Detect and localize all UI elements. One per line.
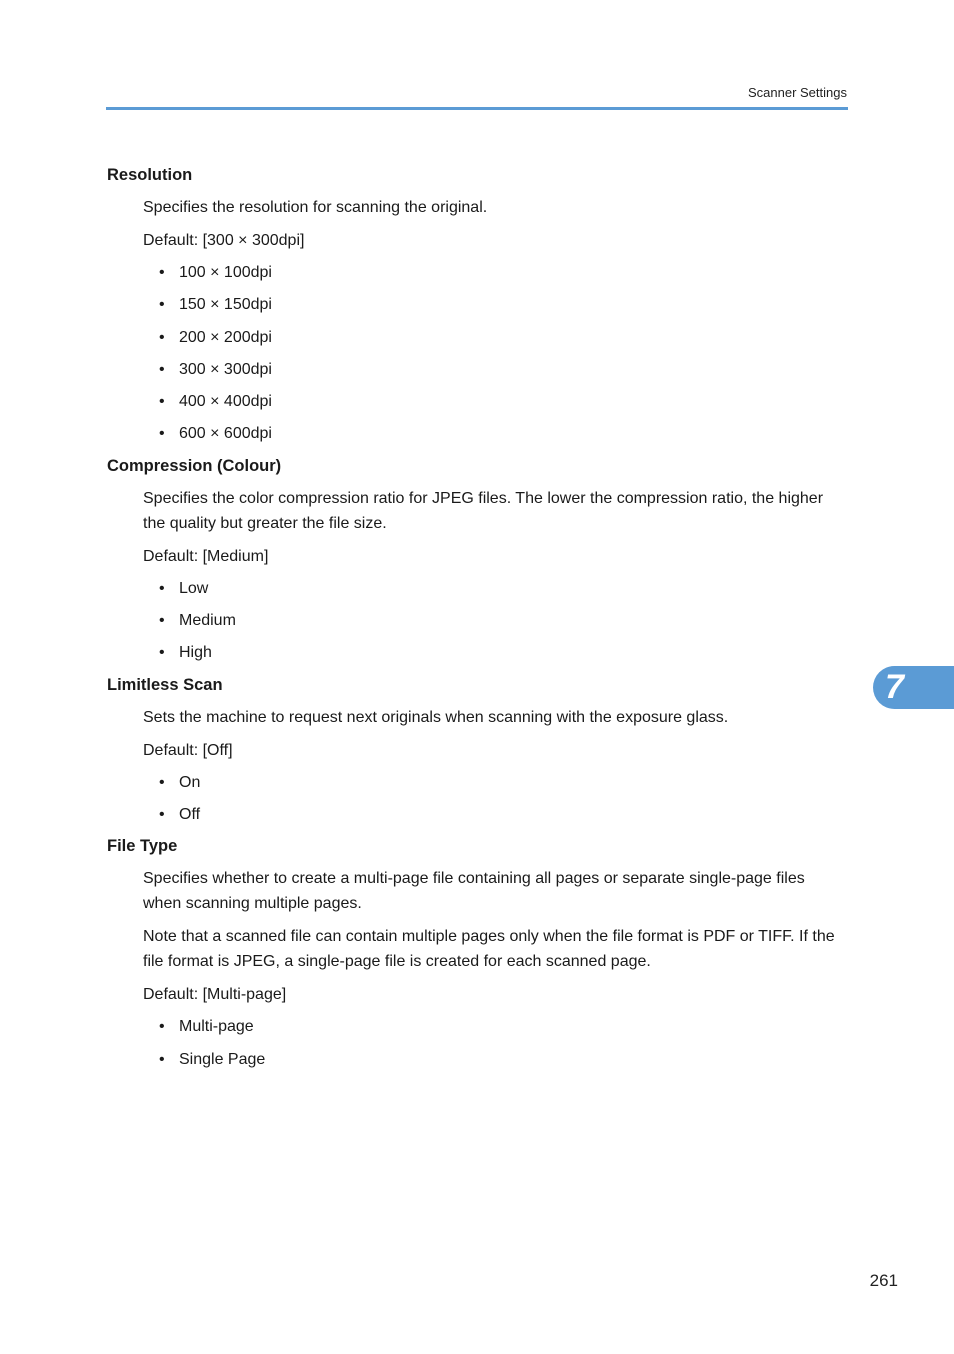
- list-item: [159, 325, 849, 350]
- list-item: [159, 640, 849, 665]
- paragraph: Specifies the color compression ratio for JPEG files. The lower the compression ratio, the higher the quality but greater the file size.: [143, 489, 824, 532]
- option-list: [159, 260, 849, 446]
- list-item: [159, 357, 849, 382]
- bullet-icon: •: [159, 425, 165, 443]
- section-heading: Compression (Colour): [107, 456, 282, 475]
- section-compression: [107, 454, 849, 666]
- option-list: [159, 1014, 849, 1071]
- option-list: [159, 770, 849, 827]
- list-item: [159, 802, 849, 827]
- paragraph: Specifies the resolution for scanning the original.: [143, 199, 488, 216]
- option-label: 400 × 400dpi: [179, 393, 272, 411]
- section-heading: Limitless Scan: [107, 675, 223, 694]
- section-heading: Resolution: [107, 166, 193, 184]
- list-item: [159, 260, 849, 285]
- bullet-icon: •: [159, 773, 165, 791]
- option-label: 300 × 300dpi: [179, 360, 272, 378]
- bullet-icon: •: [159, 328, 165, 346]
- bullet-icon: •: [159, 1050, 165, 1068]
- list-item: [159, 292, 849, 317]
- list-item: [159, 389, 849, 414]
- section-file-type: [107, 834, 849, 1071]
- section-heading: File Type: [107, 837, 178, 856]
- option-label: 150 × 150dpi: [179, 296, 272, 314]
- option-label: Off: [179, 805, 201, 823]
- option-label: 200 × 200dpi: [179, 328, 272, 346]
- section-limitless-scan: [107, 673, 849, 827]
- bullet-icon: •: [159, 264, 165, 281]
- bullet-icon: •: [159, 644, 165, 662]
- default-value: Default: [Off]: [143, 741, 233, 759]
- default-value: Default: [300 × 300dpi]: [143, 232, 305, 249]
- option-label: 100 × 100dpi: [179, 264, 272, 281]
- default-value: Default: [Medium]: [143, 547, 269, 565]
- chapter-number: 7: [885, 668, 904, 706]
- list-item: [159, 421, 849, 446]
- bullet-icon: •: [159, 1018, 165, 1036]
- option-label: Medium: [179, 612, 236, 630]
- option-label: Low: [179, 579, 209, 597]
- paragraph: Specifies whether to create a multi-page file containing all pages or separate single-page files when scanning multiple pages.: [143, 870, 805, 913]
- section-resolution: [107, 163, 849, 446]
- page-number: 261: [869, 1271, 898, 1290]
- paragraph: Note that a scanned file can contain multiple pages only when the file format is PDF or TIFF. If the file format is JPEG, a single-page file is created for each scanned page.: [143, 928, 835, 971]
- option-list: [159, 576, 849, 666]
- bullet-icon: •: [159, 579, 165, 597]
- list-item: [159, 1014, 849, 1039]
- bullet-icon: •: [159, 805, 165, 823]
- header-rule: [106, 107, 848, 110]
- default-value: Default: [Multi-page]: [143, 986, 287, 1004]
- header-title: Scanner Settings: [747, 85, 847, 100]
- chapter-tab: [873, 666, 954, 709]
- list-item: [159, 1047, 849, 1072]
- list-item: [159, 770, 849, 795]
- option-label: Single Page: [179, 1050, 266, 1068]
- bullet-icon: •: [159, 296, 165, 314]
- option-label: High: [179, 644, 212, 662]
- document-body: [107, 163, 849, 1079]
- bullet-icon: •: [159, 393, 165, 411]
- option-label: Multi-page: [179, 1018, 254, 1036]
- bullet-icon: •: [159, 612, 165, 630]
- option-label: On: [179, 773, 201, 791]
- list-item: [159, 608, 849, 633]
- bullet-icon: •: [159, 360, 165, 378]
- list-item: [159, 576, 849, 601]
- paragraph: Sets the machine to request next originals when scanning with the exposure glass.: [143, 708, 729, 726]
- option-label: 600 × 600dpi: [179, 425, 272, 443]
